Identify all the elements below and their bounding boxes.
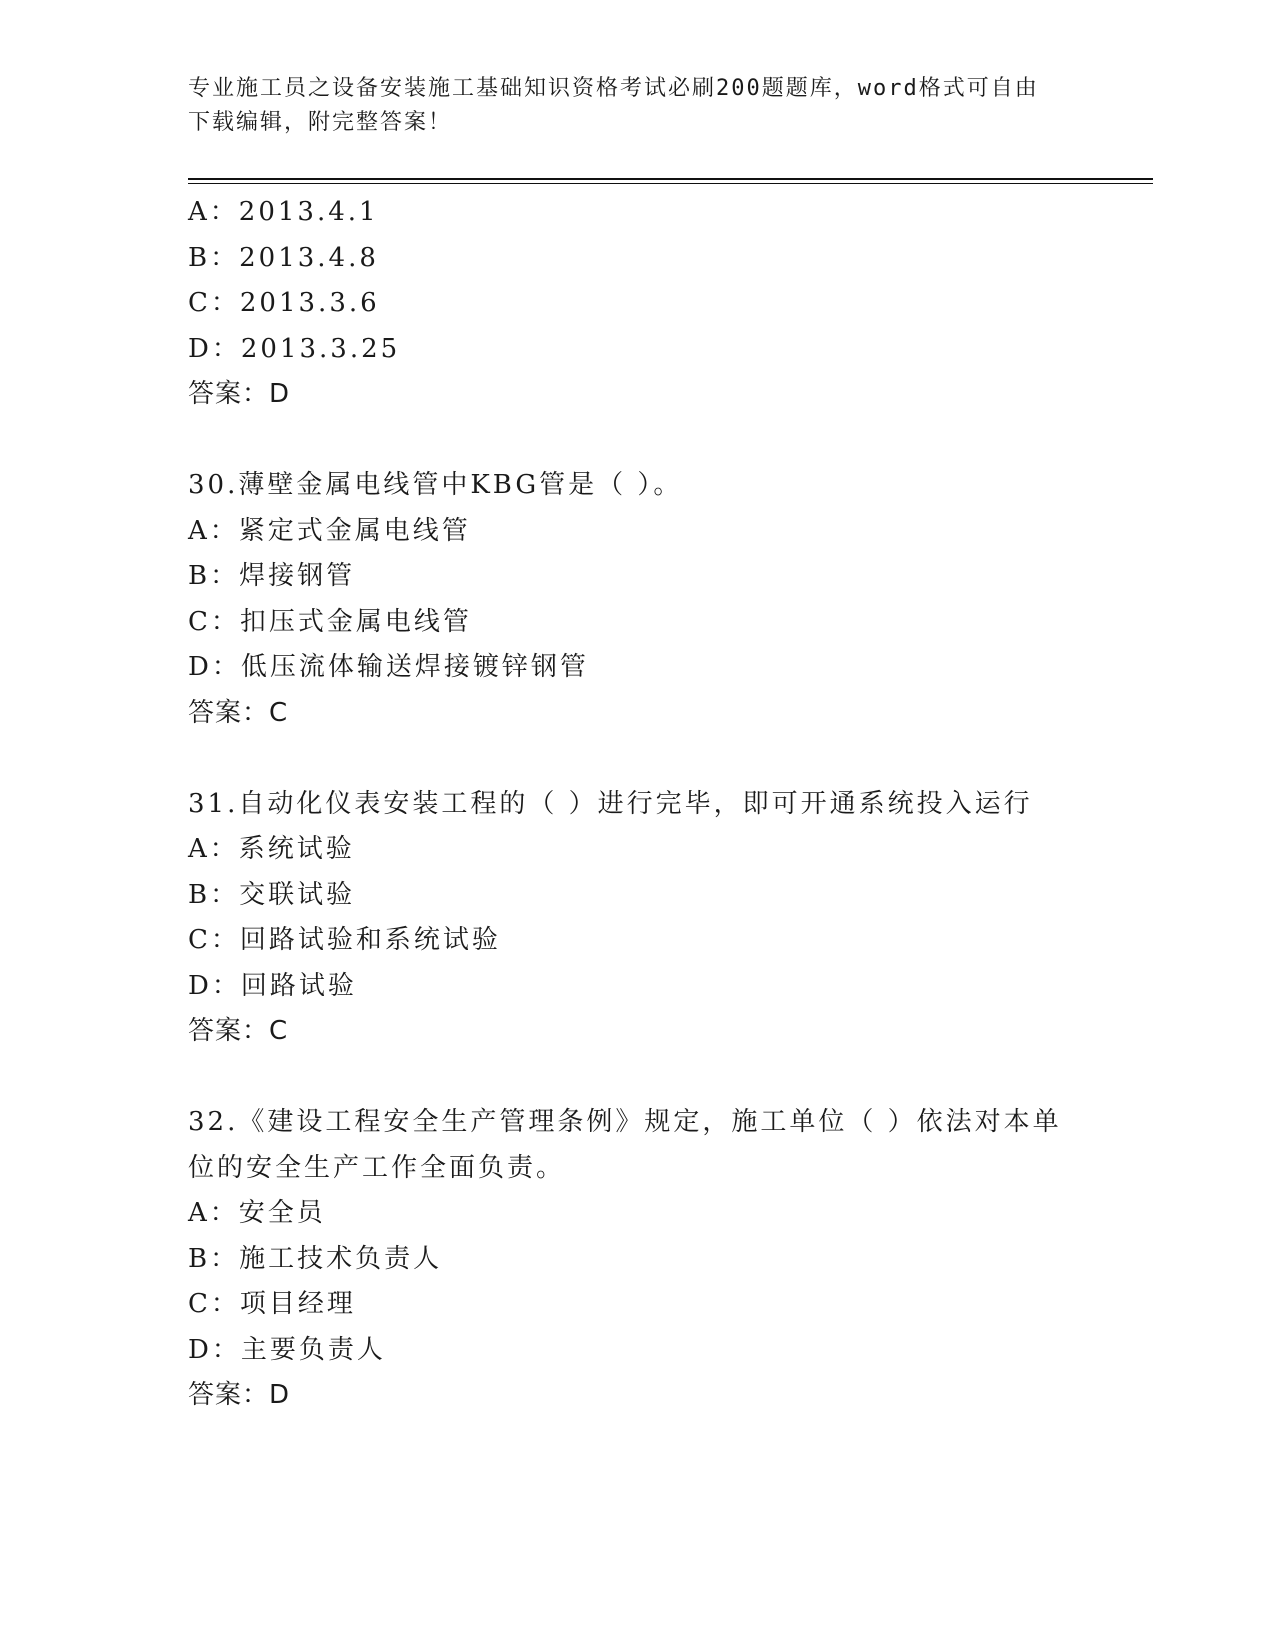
option-a: A：安全员 — [188, 1198, 326, 1228]
answer: 答案：C — [188, 697, 289, 728]
option-d: D：回路试验 — [188, 970, 357, 1001]
question-text-line-1: 32.《建设工程安全生产管理条例》规定，施工单位（ ）依法对本单 — [188, 1107, 1062, 1137]
document-header — [188, 72, 1088, 140]
question-list — [188, 190, 1118, 1419]
option-c: C：项目经理 — [188, 1289, 356, 1319]
answer: 答案：C — [188, 1016, 289, 1046]
spacer — [188, 736, 1118, 782]
header-line-1: 专业施工员之设备安装施工基础知识资格考试必刷200题题库，word格式可自由 — [188, 76, 1039, 101]
question-text-line-2: 位的安全生产工作全面负责。 — [188, 1152, 566, 1183]
option-c: C：回路试验和系统试验 — [188, 925, 501, 955]
option-d: D：低压流体输送焊接镀锌钢管 — [188, 652, 589, 682]
spacer — [188, 1055, 1118, 1101]
question-32 — [188, 1100, 1118, 1419]
option-a: A：紧定式金属电线管 — [188, 515, 471, 546]
option-b: B：交联试验 — [188, 879, 356, 910]
option-b: B：焊接钢管 — [188, 561, 356, 591]
header-line-2: 下载编辑，附完整答案！ — [188, 110, 453, 135]
header-divider-thin — [188, 183, 1153, 184]
option-c: C：2013.3.6 — [188, 288, 380, 318]
question-text: 30.薄壁金属电线管中KBG管是（ ）。 — [188, 470, 683, 500]
option-b: B：施工技术负责人 — [188, 1243, 443, 1274]
option-a: A：系统试验 — [188, 834, 355, 864]
spacer — [188, 418, 1118, 464]
option-a: A：2013.4.1 — [188, 197, 379, 227]
answer: 答案：D — [188, 379, 291, 409]
question-29 — [188, 190, 1118, 418]
option-c: C：扣压式金属电线管 — [188, 606, 472, 637]
header-divider-thick — [188, 178, 1153, 180]
answer: 答案：D — [188, 1380, 291, 1410]
question-text: 31.自动化仪表安装工程的（ ）进行完毕，即可开通系统投入运行 — [188, 788, 1033, 819]
option-d: D：2013.3.25 — [188, 333, 401, 364]
question-31 — [188, 782, 1118, 1055]
option-d: D：主要负责人 — [188, 1334, 386, 1365]
option-b: B：2013.4.8 — [188, 242, 379, 273]
question-30 — [188, 463, 1118, 736]
